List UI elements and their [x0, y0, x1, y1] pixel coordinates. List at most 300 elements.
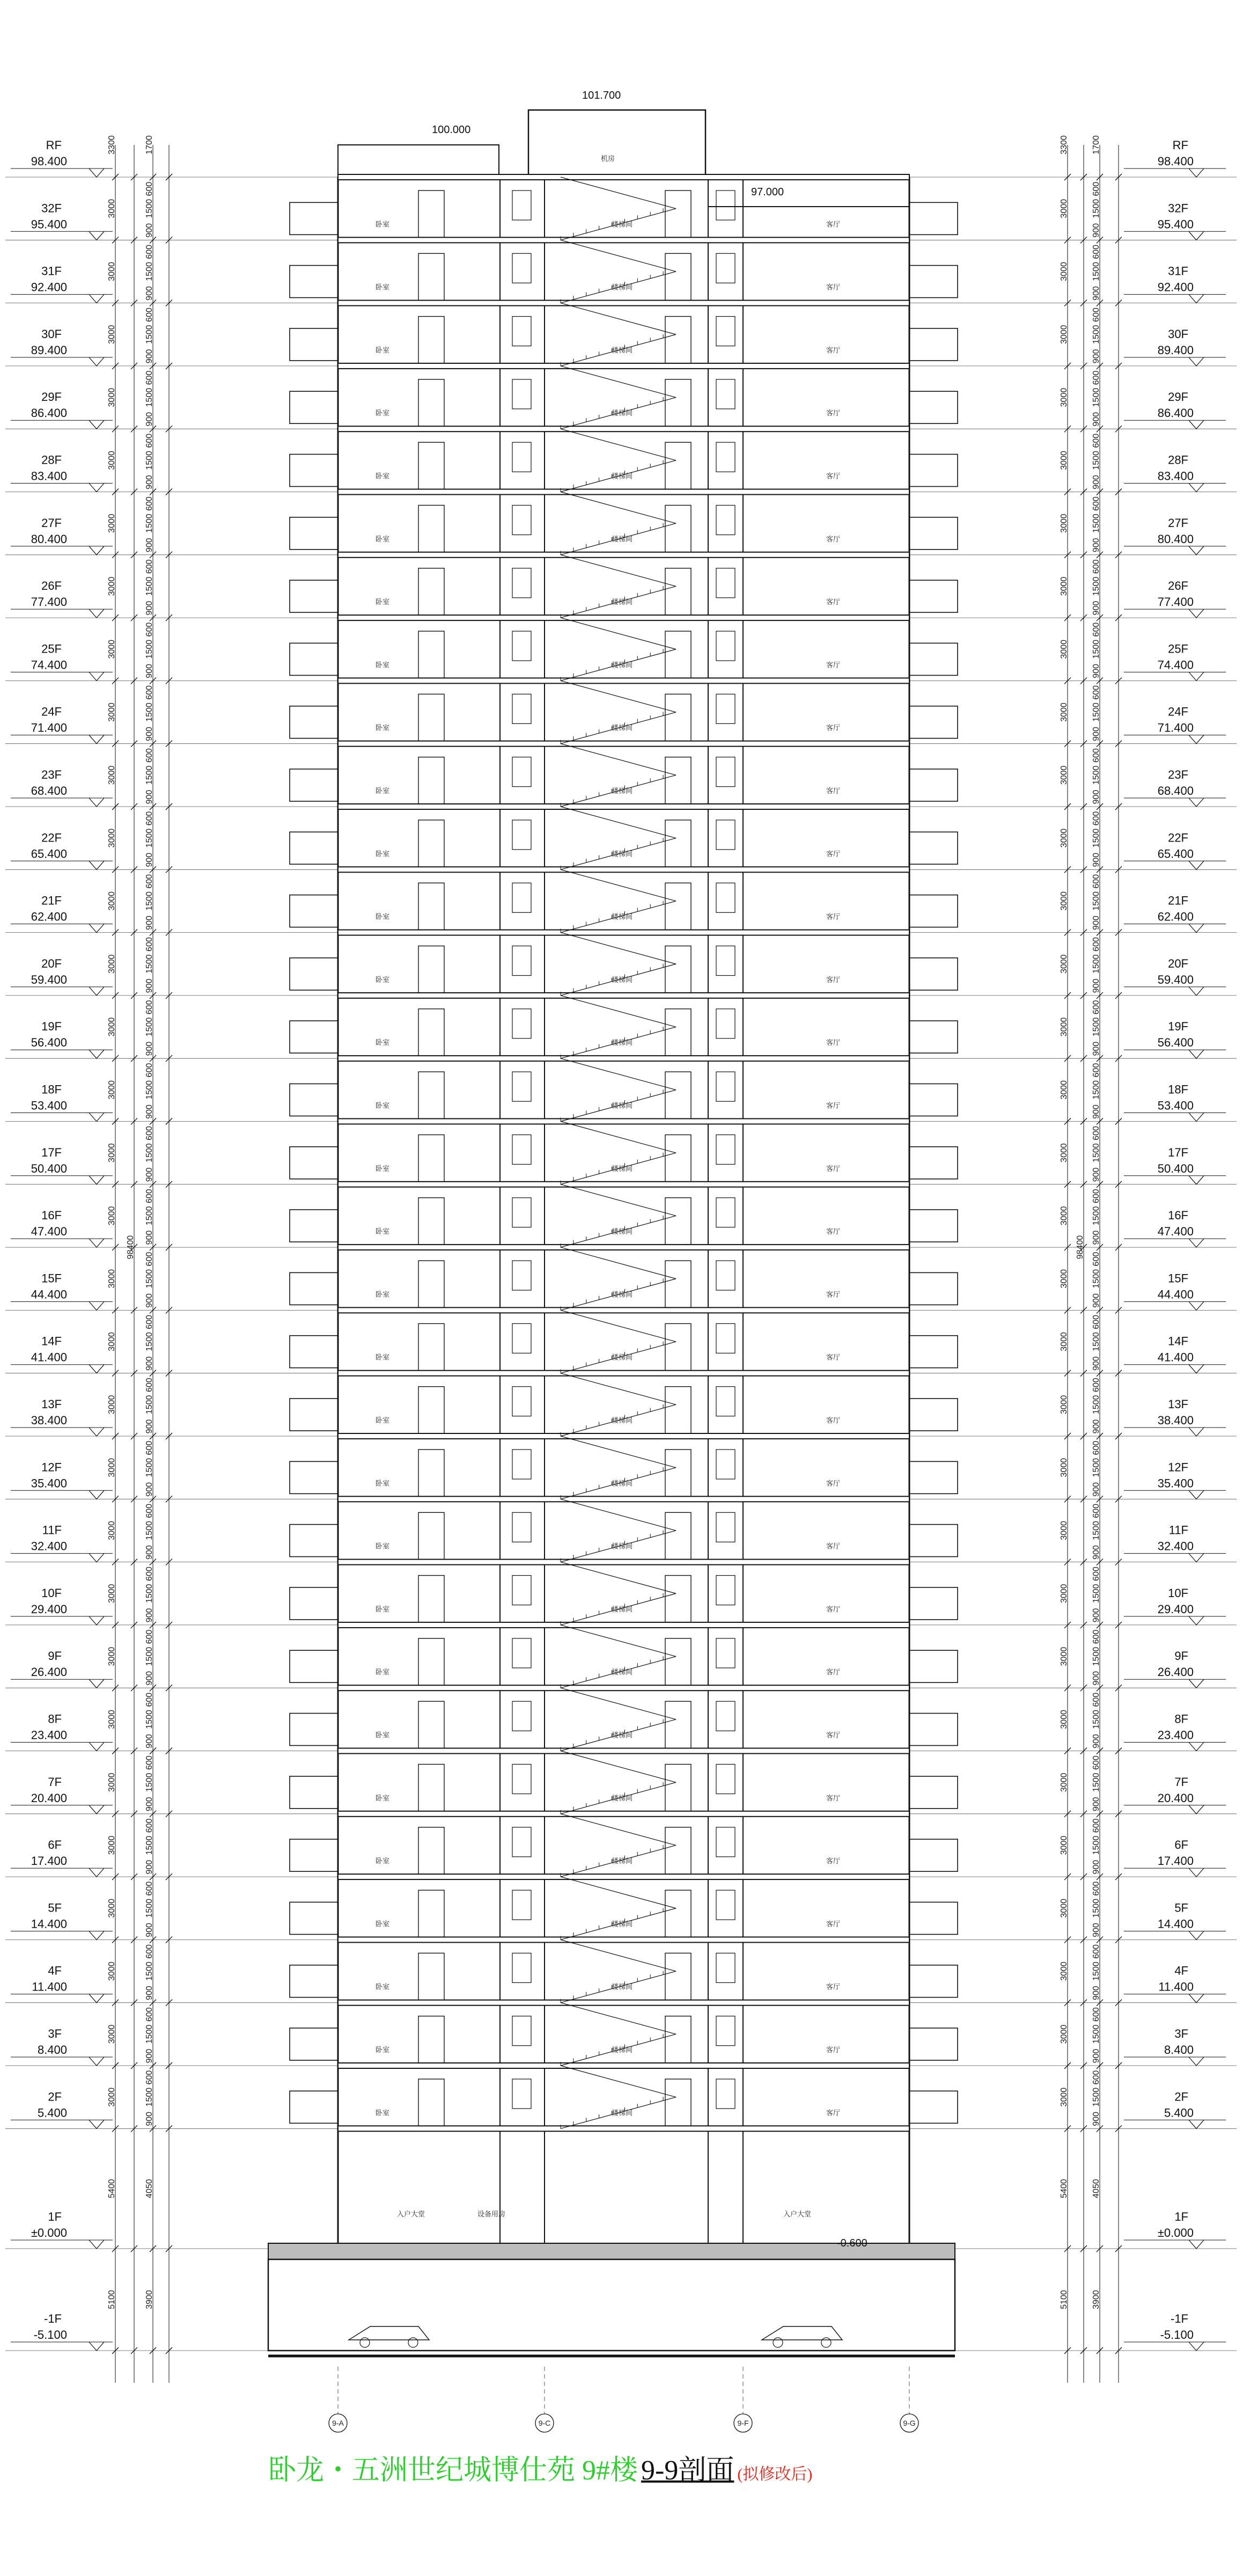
lintel-dim-left: 600	[145, 1063, 154, 1078]
window-dim-right: 1500	[1092, 639, 1101, 659]
shaft-window	[512, 1135, 531, 1165]
level-marker-left	[89, 546, 104, 555]
room-label: 卧室	[376, 975, 390, 984]
floor-height-dim-right: 3000	[1060, 262, 1069, 281]
balcony-left	[290, 1902, 338, 1934]
stair-flight	[561, 744, 676, 775]
room-label: 楼梯间	[612, 535, 633, 543]
ground-room-label: 入户大堂	[397, 2210, 425, 2218]
floor-height-dim-right: 3000	[1060, 576, 1069, 596]
door-opening	[418, 1135, 444, 1182]
floor-height-dim-right: 3000	[1060, 702, 1069, 722]
room-label: 客厅	[826, 787, 841, 795]
level-name-right: 23F	[1168, 768, 1188, 781]
window-dim-right: 1500	[1092, 576, 1101, 596]
level-name-left: 28F	[41, 453, 62, 467]
door-opening	[665, 1701, 691, 1748]
stair-flight	[561, 1814, 676, 1846]
level-elevation-left: 11.400	[32, 1980, 67, 1994]
shaft-window	[512, 1450, 531, 1479]
floor-height-dim-right: 3000	[1060, 387, 1069, 407]
room-label: 卧室	[376, 1290, 390, 1299]
balcony-right	[909, 643, 958, 675]
balcony-right	[909, 202, 958, 235]
sill-dim-right: 900	[1092, 286, 1101, 301]
window-dim-right: 1500	[1092, 702, 1101, 722]
level-marker-left	[89, 798, 104, 807]
floor-height-dim-left: 3000	[107, 1332, 116, 1351]
floor-slab	[338, 1622, 909, 1628]
level-name-left: 15F	[41, 1271, 62, 1285]
sill-dim-left: 900	[145, 727, 154, 742]
level-name-right: 26F	[1168, 579, 1188, 593]
sill-dim-right: 900	[1092, 727, 1101, 742]
car-icon	[349, 2326, 429, 2340]
balcony-right	[909, 1902, 958, 1934]
floor-height-dim-left: 3000	[107, 199, 116, 218]
sill-dim-right: 900	[1092, 1356, 1101, 1371]
room-label: 客厅	[826, 1794, 841, 1802]
level-name-left: 10F	[41, 1586, 62, 1600]
level-elevation-right: 83.400	[1157, 469, 1194, 483]
level-elevation-right: -5.100	[1160, 2328, 1194, 2341]
shaft-window	[512, 506, 531, 535]
shaft-window	[716, 317, 735, 346]
shaft-window	[716, 379, 735, 409]
room-label: 卧室	[376, 472, 390, 480]
door-opening	[665, 946, 691, 993]
door-opening	[418, 883, 444, 930]
sill-dim-left: 900	[145, 1293, 154, 1308]
level-elevation-right: 20.400	[1157, 1791, 1194, 1805]
room-label: 楼梯间	[612, 850, 633, 858]
level-elevation-right: 53.400	[1157, 1099, 1194, 1113]
lintel-dim-left: 600	[145, 1000, 154, 1015]
sill-dim-left: 900	[145, 286, 154, 301]
room-label: 客厅	[826, 598, 841, 606]
shaft-window	[512, 883, 531, 912]
level-elevation-left: 14.400	[31, 1917, 67, 1931]
door-opening	[418, 757, 444, 804]
lintel-dim-left: 600	[145, 937, 154, 952]
room-label: 卧室	[376, 1857, 390, 1865]
sill-dim-left: 900	[145, 1419, 154, 1434]
lintel-dim-right: 600	[1092, 244, 1101, 259]
balcony-right	[909, 1650, 958, 1682]
level-marker-left	[89, 1050, 104, 1058]
level-elevation-left: 77.400	[31, 595, 67, 609]
level-marker-left	[89, 231, 104, 240]
shaft-window	[716, 1387, 735, 1416]
level-elevation-right: 23.400	[1157, 1728, 1194, 1742]
lintel-dim-right: 600	[1092, 1692, 1101, 1707]
door-opening	[418, 820, 444, 867]
room-label: 卧室	[376, 2109, 390, 2117]
shaft-window	[512, 1576, 531, 1605]
level-name-left: 25F	[41, 642, 62, 656]
level-name-right: 19F	[1168, 1020, 1188, 1034]
sill-dim-left: 900	[145, 1167, 154, 1182]
level-marker-right	[1189, 609, 1204, 618]
window-dim-left: 1500	[145, 1710, 154, 1729]
level-marker-right	[1189, 231, 1204, 240]
floor-height-dim-left: 3000	[107, 1962, 116, 1981]
door-opening	[418, 1512, 444, 1559]
lintel-dim-right: 600	[1092, 1000, 1101, 1015]
total-height-dim-left: 98400	[126, 1235, 135, 1260]
building-section	[268, 110, 958, 2356]
lintel-dim-right: 600	[1092, 2007, 1101, 2022]
level-marker-left	[89, 2342, 104, 2351]
window-dim-left: 1500	[145, 765, 154, 785]
level-elevation-left: 44.400	[31, 1287, 67, 1301]
stair-flight	[561, 1184, 676, 1216]
floor-height-dim-left: 3000	[107, 262, 116, 281]
floor-height-dim-right: 3000	[1060, 891, 1069, 911]
level-elevation-right: 68.400	[1157, 784, 1194, 797]
room-label: 客厅	[826, 1416, 841, 1424]
level-elevation-left: 83.400	[31, 469, 67, 483]
balcony-left	[290, 1776, 338, 1809]
shaft-window	[512, 1387, 531, 1416]
window-dim-left: 1500	[145, 576, 154, 596]
door-opening	[665, 1009, 691, 1056]
room-label: 卧室	[376, 850, 390, 858]
floor-slab	[338, 489, 909, 495]
floor-slab	[338, 678, 909, 683]
room-label: 楼梯间	[612, 1479, 633, 1488]
balcony-left	[290, 2028, 338, 2060]
floor-height-dim-left: 3000	[107, 1206, 116, 1226]
level-elevation-right: 32.400	[1157, 1539, 1194, 1553]
window-dim-right: 1500	[1092, 262, 1101, 281]
level-name-right: 12F	[1168, 1460, 1188, 1474]
sill-dim-left: 900	[145, 1923, 154, 1937]
floor-slab	[338, 1119, 909, 1124]
shaft-window	[716, 191, 735, 220]
window-dim-left: 1500	[145, 891, 154, 911]
shaft-window	[716, 2016, 735, 2046]
level-marker-right	[1189, 357, 1204, 366]
lintel-dim-left: 600	[145, 1629, 154, 1644]
shaft-window	[512, 946, 531, 976]
balcony-left	[290, 958, 338, 990]
shaft-window	[512, 1198, 531, 1227]
shaft-window	[512, 1009, 531, 1038]
floor-height-dim-right: 3000	[1060, 514, 1069, 533]
sill-dim-left: 900	[145, 601, 154, 616]
stair-flight	[561, 618, 676, 649]
room-label: 客厅	[826, 220, 841, 229]
shaft-window	[716, 506, 735, 535]
shaft-window	[716, 1261, 735, 1290]
window-dim-right: 1500	[1092, 199, 1101, 218]
floor-slab	[338, 993, 909, 998]
window-dim-left: 1500	[145, 2024, 154, 2044]
lintel-dim-right: 600	[1092, 308, 1101, 322]
shaft-window	[716, 694, 735, 723]
shaft-window	[716, 1135, 735, 1165]
shaft-window	[716, 2079, 735, 2109]
level-marker-left	[89, 1994, 104, 2003]
balcony-left	[290, 895, 338, 927]
lintel-dim-left: 600	[145, 1692, 154, 1707]
floor-slab	[338, 1056, 909, 1061]
level-elevation-left: 92.400	[31, 280, 67, 294]
shaft-window	[512, 631, 531, 661]
balcony-left	[290, 1210, 338, 1242]
sill-dim-left: 900	[145, 538, 154, 553]
floor-slab	[338, 804, 909, 809]
lintel-dim-left: 600	[145, 622, 154, 637]
lintel-dim-left: 600	[145, 181, 154, 196]
window-dim-right: 1500	[1092, 2087, 1101, 2107]
level-marker-left	[89, 2057, 104, 2066]
room-label: 客厅	[826, 1668, 841, 1677]
room-label: 卧室	[376, 1164, 390, 1173]
level-marker-right	[1189, 295, 1204, 303]
room-label: 客厅	[826, 1982, 841, 1991]
level-name-left: 19F	[41, 1020, 62, 1034]
level-elevation-left: 50.400	[31, 1161, 67, 1175]
floor-height-dim-left: 3000	[107, 1584, 116, 1604]
floor-height-dim-left: 3000	[107, 2087, 116, 2107]
level-name-right: 28F	[1168, 453, 1188, 467]
window-dim-left: 1500	[145, 387, 154, 407]
floor-height-dim-right: 3000	[1060, 2024, 1069, 2044]
door-opening	[665, 1323, 691, 1370]
floor-slab	[338, 1496, 909, 1502]
balcony-right	[909, 517, 958, 550]
room-label: 客厅	[826, 912, 841, 921]
sill-dim-right: 900	[1092, 978, 1101, 993]
door-opening	[418, 442, 444, 489]
level-name-right: 15F	[1168, 1271, 1188, 1285]
level-name-right: 1F	[1174, 2210, 1188, 2223]
level-elevation-left: ±0.000	[31, 2226, 67, 2240]
level-elevation-right: 44.400	[1157, 1287, 1194, 1301]
level-elevation-right: 62.400	[1157, 910, 1194, 924]
lintel-dim-right: 600	[1092, 2070, 1101, 2085]
window-dim-left: 1500	[145, 1017, 154, 1037]
level-marker-left	[89, 609, 104, 618]
level-name-right: 31F	[1168, 264, 1188, 278]
level-name-right: 4F	[1174, 1964, 1188, 1978]
balcony-left	[290, 266, 338, 298]
ground-room-label: 入户大堂	[783, 2210, 812, 2218]
room-label: 客厅	[826, 472, 841, 480]
drawing-title	[268, 2447, 813, 2486]
sill-dim-right: 900	[1092, 538, 1101, 553]
sill-dim-right: 900	[1092, 1608, 1101, 1623]
lintel-dim-right: 600	[1092, 1755, 1101, 1770]
level-name-left: 23F	[41, 768, 62, 781]
level-name-right: 6F	[1174, 1838, 1188, 1852]
floor-height-dim-right: 3000	[1060, 2087, 1069, 2107]
shaft-window	[512, 1261, 531, 1290]
balcony-right	[909, 769, 958, 801]
room-label: 卧室	[376, 1982, 390, 1991]
floor-height-dim-left: 3000	[107, 1710, 116, 1729]
level-name-right: 18F	[1168, 1082, 1188, 1096]
stair-flight	[561, 1122, 676, 1153]
level-name-right: 20F	[1168, 956, 1188, 970]
door-opening	[665, 820, 691, 867]
balcony-right	[909, 1021, 958, 1053]
window-dim-right: 1500	[1092, 387, 1101, 407]
stair-flight	[561, 492, 676, 524]
window-dim-right: 1500	[1092, 1395, 1101, 1415]
door-opening	[418, 1576, 444, 1622]
door-opening	[665, 1576, 691, 1622]
level-elevation-right: 56.400	[1157, 1036, 1194, 1050]
level-elevation-right: 11.400	[1158, 1980, 1194, 1994]
sill-dim-left: 900	[145, 978, 154, 993]
level-name-left: 31F	[41, 264, 62, 278]
window-dim-right: 1500	[1092, 954, 1101, 974]
stair-flight	[561, 1751, 676, 1783]
level-elevation-left: 17.400	[31, 1854, 67, 1868]
shaft-window	[512, 442, 531, 472]
level-elevation-left: 32.400	[31, 1539, 67, 1553]
floor-height-dim-left: 3000	[107, 1521, 116, 1540]
sill-dim-right: 900	[1092, 789, 1101, 804]
room-label: 卧室	[376, 220, 390, 229]
floor-height-dim-left: 3000	[107, 514, 116, 533]
level-marker-left	[89, 1239, 104, 1247]
level-elevation-right: 17.400	[1157, 1854, 1194, 1868]
floor-height-dim-left: 3000	[107, 702, 116, 722]
sill-dim-left: 900	[145, 2111, 154, 2126]
stair-flight	[561, 366, 676, 398]
window-dim-right: 1500	[1092, 451, 1101, 470]
window-dim-right: 1500	[1092, 1835, 1101, 1855]
shaft-window	[716, 1827, 735, 1857]
car-icon	[762, 2326, 842, 2340]
roof-parapet-right	[708, 207, 909, 239]
level-name-right: 2F	[1174, 2090, 1188, 2104]
balcony-left	[290, 1021, 338, 1053]
section-title: 9-9剖面	[641, 2455, 734, 2486]
balcony-right	[909, 958, 958, 990]
level-marker-right	[1189, 1868, 1204, 1877]
door-opening	[418, 1072, 444, 1118]
floor-slab	[338, 1560, 909, 1565]
room-label: 楼梯间	[612, 472, 633, 480]
level-marker-left	[89, 861, 104, 869]
floor-height-dim-left: 3000	[107, 828, 116, 848]
ground-floor-dim-left: 5400	[107, 2179, 116, 2198]
room-label: 卧室	[376, 598, 390, 606]
lintel-dim-left: 600	[145, 1503, 154, 1518]
room-label: 客厅	[826, 661, 841, 669]
balcony-right	[909, 1461, 958, 1494]
shaft-window	[512, 1072, 531, 1101]
door-opening	[665, 1387, 691, 1433]
level-name-right: 14F	[1168, 1334, 1188, 1348]
room-label: 楼梯间	[612, 1982, 633, 1991]
room-label: 卧室	[376, 1038, 390, 1047]
level-elevation-left: 62.400	[31, 910, 67, 924]
floor-height-dim-right: 3000	[1060, 1898, 1069, 1918]
level-marker-right	[1189, 1805, 1204, 1814]
room-label: 卧室	[376, 1542, 390, 1550]
roof-dim-right: 3300	[1060, 135, 1069, 155]
level-elevation-right: 26.400	[1157, 1665, 1194, 1679]
balcony-left	[290, 580, 338, 612]
level-elevation-left: 5.400	[37, 2106, 67, 2120]
level-marker-right	[1189, 1176, 1204, 1184]
floor-height-dim-left: 3000	[107, 1395, 116, 1415]
axis-label: 9-C	[538, 2419, 551, 2427]
window-dim-left: 1500	[145, 1773, 154, 1792]
lintel-dim-left: 600	[145, 685, 154, 700]
door-opening	[665, 1512, 691, 1559]
balcony-right	[909, 1965, 958, 1997]
floor-height-dim-left: 3000	[107, 2024, 116, 2044]
lintel-dim-right: 600	[1092, 1818, 1101, 1833]
window-dim-right: 1500	[1092, 1962, 1101, 1981]
window-dim-right: 1500	[1092, 2024, 1101, 2044]
balcony-left	[290, 202, 338, 235]
shaft-window	[716, 946, 735, 976]
ground-floor-sub-dim-left: 4050	[145, 2179, 154, 2198]
room-label: 客厅	[826, 1290, 841, 1299]
level-name-right: 13F	[1168, 1397, 1188, 1411]
window-dim-left: 1500	[145, 199, 154, 218]
level-name-left: 27F	[41, 516, 62, 530]
lintel-dim-left: 600	[145, 1126, 154, 1140]
shaft-window	[512, 1890, 531, 1920]
lintel-dim-left: 600	[145, 244, 154, 259]
door-opening	[418, 1261, 444, 1307]
stair-flight	[561, 680, 676, 712]
room-label: 楼梯间	[612, 1857, 633, 1865]
level-marker-right	[1189, 1113, 1204, 1122]
window-dim-right: 1500	[1092, 1143, 1101, 1162]
window-dim-left: 1500	[145, 1646, 154, 1666]
room-label: 卧室	[376, 1605, 390, 1613]
level-name-left: 24F	[41, 705, 62, 719]
floor-height-dim-right: 3000	[1060, 1773, 1069, 1792]
level-elevation-left: 29.400	[31, 1602, 67, 1616]
window-dim-right: 1500	[1092, 765, 1101, 785]
shaft-window	[716, 820, 735, 850]
lintel-dim-left: 600	[145, 1315, 154, 1329]
basement-sub-dim-left: 3900	[145, 2290, 154, 2309]
level-elevation-left: 23.400	[31, 1728, 67, 1742]
level-elevation-right: 35.400	[1157, 1476, 1194, 1490]
floor-height-dim-left: 3000	[107, 1898, 116, 1918]
level-elevation-left: 74.400	[31, 658, 67, 672]
floor-slab	[338, 363, 909, 369]
window-dim-left: 1500	[145, 828, 154, 848]
level-marker-right	[1189, 1365, 1204, 1373]
room-label: 客厅	[826, 1227, 841, 1236]
level-marker-left	[89, 169, 104, 177]
balcony-left	[290, 1587, 338, 1620]
level-name-left: 3F	[48, 2027, 62, 2040]
level-elevation-left: 95.400	[31, 217, 67, 231]
sill-dim-left: 900	[145, 664, 154, 678]
level-marker-left	[89, 1176, 104, 1184]
level-marker-right	[1189, 169, 1204, 177]
floor-height-dim-left: 3000	[107, 1080, 116, 1100]
level-name-right: 8F	[1174, 1712, 1188, 1726]
floor-slab	[338, 1245, 909, 1250]
door-opening	[418, 253, 444, 300]
level-marker-left	[89, 484, 104, 492]
